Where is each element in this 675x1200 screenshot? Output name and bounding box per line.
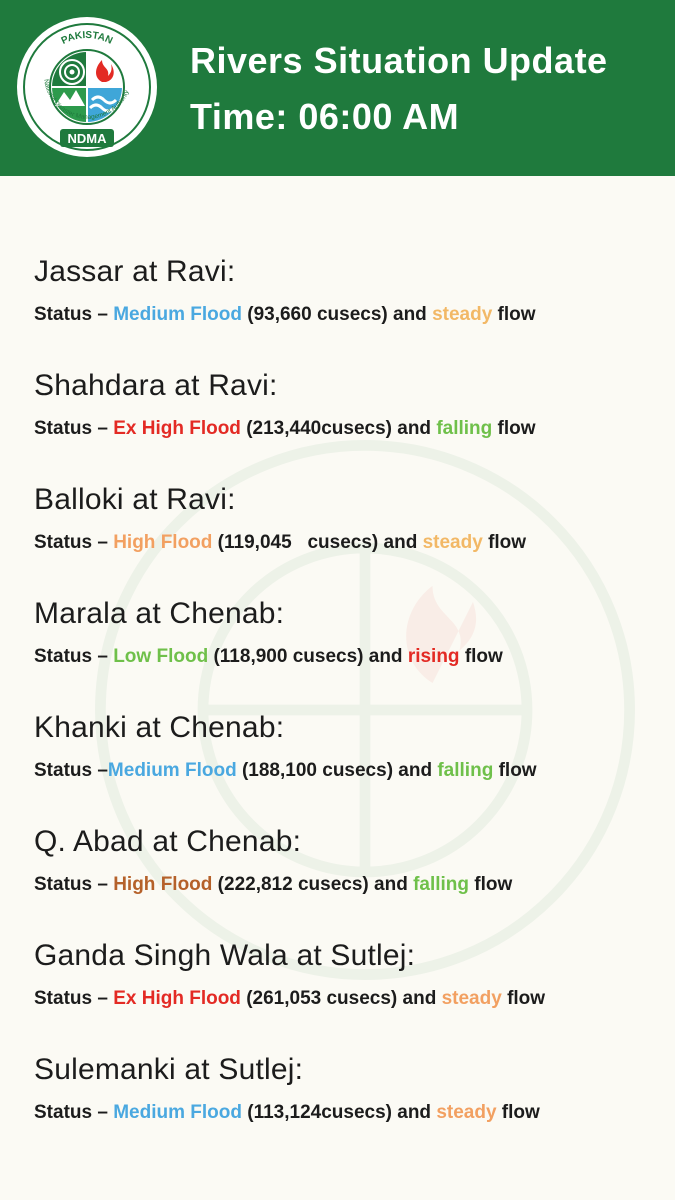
list-item — [34, 480, 654, 594]
discharge-text: (119,045 cusecs) and — [212, 532, 423, 553]
logo-ring-text: National Disaster Management Authority — [42, 78, 131, 121]
header-banner — [0, 0, 675, 176]
status-prefix: Status – — [34, 874, 114, 895]
station-name: Marala at Chenab: — [34, 597, 285, 630]
flood-level: Medium Flood — [113, 1102, 242, 1123]
flow-trend: falling — [413, 874, 470, 895]
flood-level: Ex High Flood — [113, 988, 241, 1009]
status-prefix: Status – — [34, 988, 114, 1009]
discharge-text: (222,812 cusecs) and — [212, 874, 414, 895]
station-name: Q. Abad at Chenab: — [34, 825, 302, 858]
page-title: Rivers Situation Update — [190, 40, 608, 81]
update-time: Time: 06:00 AM — [190, 96, 460, 137]
flow-trend: steady — [436, 1102, 497, 1123]
flood-level: Low Flood — [113, 646, 209, 667]
logo-top-text: PAKISTAN — [59, 29, 115, 47]
discharge-text: (113,124cusecs) and — [241, 1102, 437, 1123]
discharge-text: (261,053 cusecs) and — [240, 988, 442, 1009]
flood-level: High Flood — [113, 874, 213, 895]
status-prefix: Status – — [34, 532, 114, 553]
status-line — [34, 870, 654, 900]
list-item — [34, 822, 654, 936]
list-item — [34, 936, 654, 1050]
status-prefix: Status – — [34, 304, 114, 325]
status-line — [34, 1098, 654, 1128]
status-suffix: flow — [469, 874, 513, 895]
status-suffix: flow — [482, 532, 527, 553]
flood-level: Ex High Flood — [113, 418, 241, 439]
flood-level: Medium Flood — [113, 304, 242, 325]
status-line — [34, 756, 654, 786]
ndma-logo — [16, 16, 158, 158]
status-prefix: Status – — [34, 1102, 114, 1123]
list-item — [34, 1050, 654, 1164]
status-suffix: flow — [493, 760, 537, 781]
status-line — [34, 300, 654, 330]
station-name: Shahdara at Ravi: — [34, 369, 278, 402]
status-line — [34, 528, 654, 558]
station-name: Ganda Singh Wala at Sutlej: — [34, 939, 416, 972]
list-item — [34, 252, 654, 366]
flow-trend: falling — [436, 418, 493, 439]
discharge-text: (188,100 cusecs) and — [236, 760, 438, 781]
status-suffix: flow — [496, 1102, 540, 1123]
flow-trend: rising — [407, 646, 460, 667]
list-item — [34, 366, 654, 480]
list-item — [34, 594, 654, 708]
list-item — [34, 708, 654, 822]
status-line — [34, 642, 654, 672]
status-suffix: flow — [492, 304, 536, 325]
station-name: Balloki at Ravi: — [34, 483, 236, 516]
station-name: Khanki at Chenab: — [34, 711, 285, 744]
status-suffix: flow — [492, 418, 536, 439]
river-status-list — [34, 252, 654, 1164]
status-prefix: Status – — [34, 760, 108, 781]
status-line — [34, 414, 654, 444]
discharge-text: (213,440cusecs) and — [240, 418, 437, 439]
flow-trend: steady — [422, 532, 483, 553]
flood-level: Medium Flood — [107, 760, 237, 781]
station-name: Jassar at Ravi: — [34, 255, 236, 288]
discharge-text: (93,660 cusecs) and — [241, 304, 433, 325]
station-name: Sulemanki at Sutlej: — [34, 1053, 304, 1086]
status-prefix: Status – — [34, 646, 114, 667]
flow-trend: steady — [441, 988, 502, 1009]
status-suffix: flow — [459, 646, 503, 667]
discharge-text: (118,900 cusecs) and — [208, 646, 408, 667]
flood-level: High Flood — [113, 532, 213, 553]
status-line — [34, 984, 654, 1014]
flow-trend: falling — [437, 760, 494, 781]
flow-trend: steady — [432, 304, 493, 325]
status-prefix: Status – — [34, 418, 114, 439]
logo-bottom-text: NDMA — [67, 131, 107, 146]
status-suffix: flow — [501, 988, 546, 1009]
